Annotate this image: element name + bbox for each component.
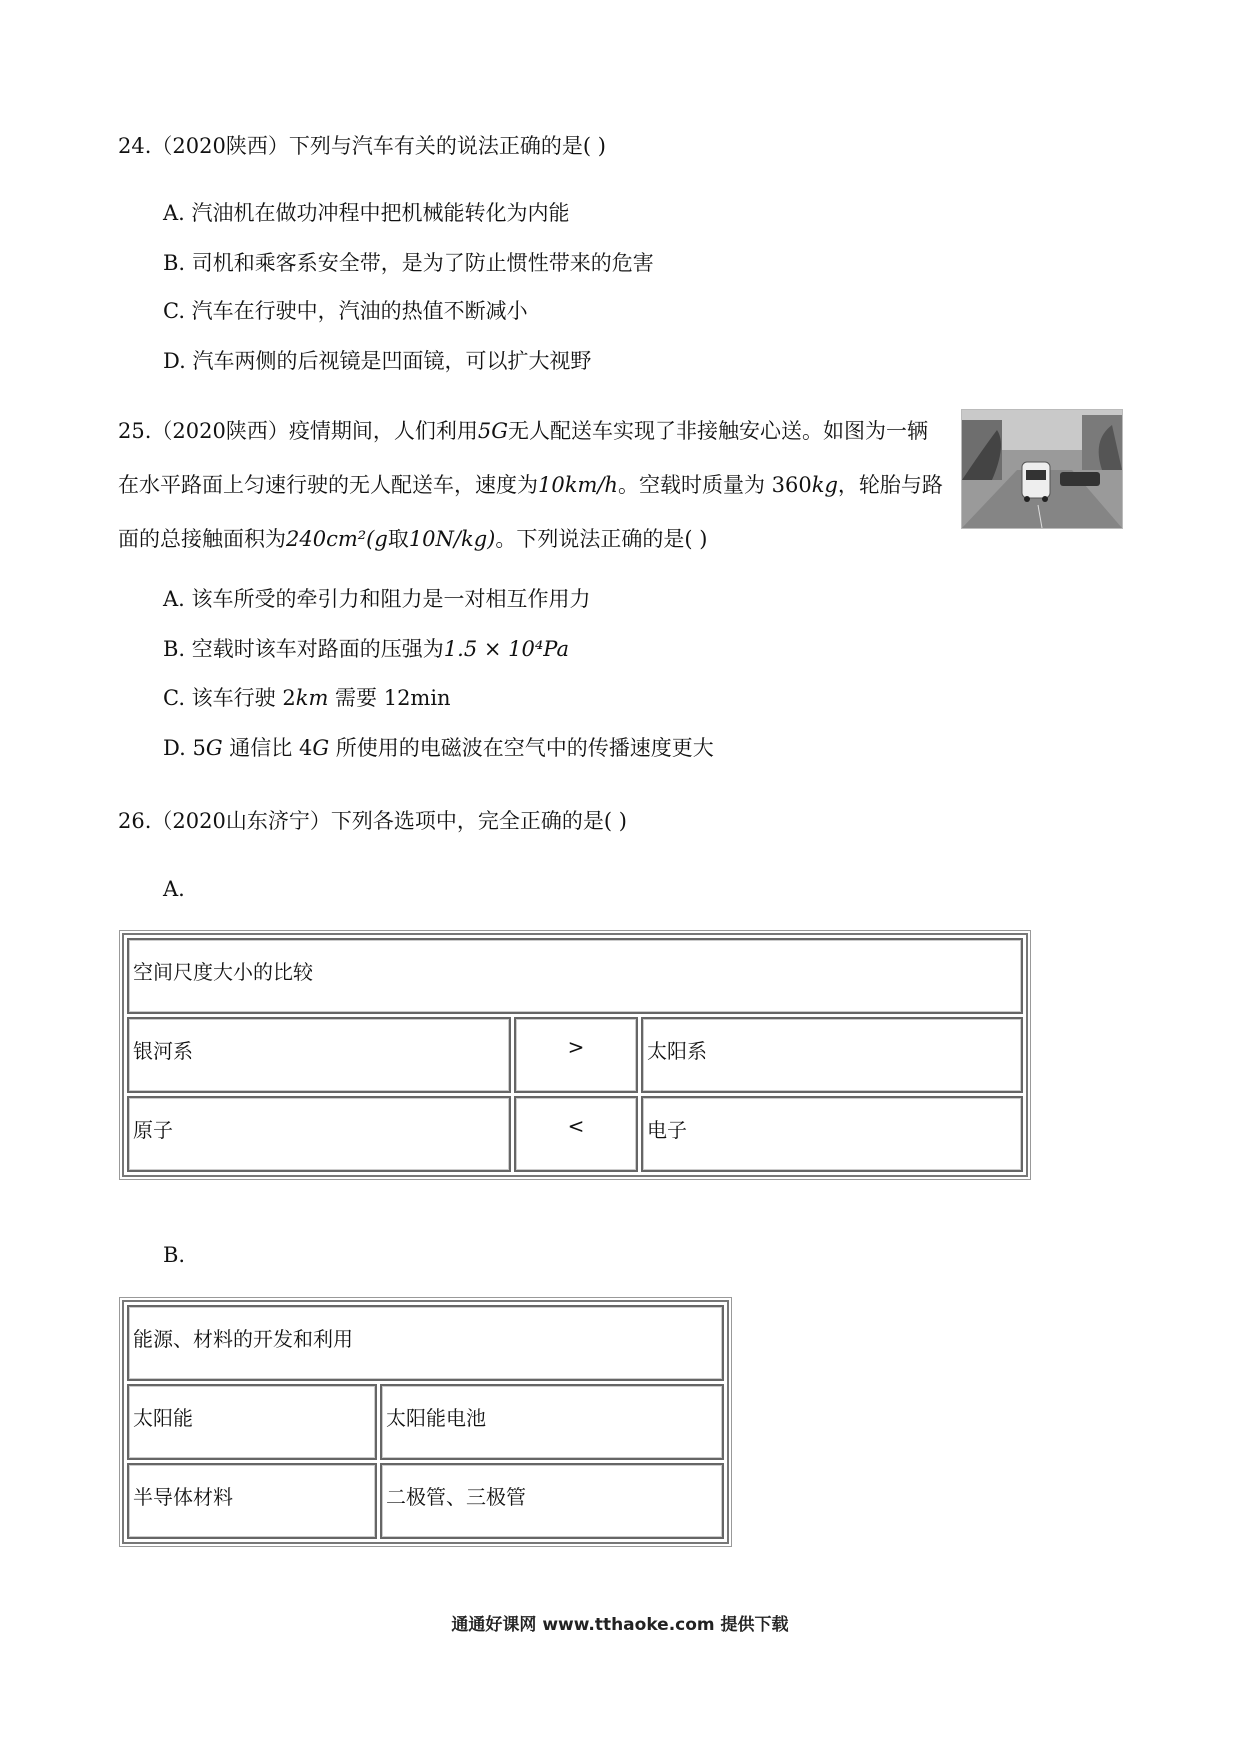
table-a-cell: 太阳系 bbox=[641, 1017, 1023, 1093]
table-option-a bbox=[122, 933, 1028, 1177]
table-b-cell: 太阳能 bbox=[127, 1384, 377, 1460]
question-24-option-c: C. 汽车在行驶中，汽油的热值不断减小 bbox=[163, 299, 528, 323]
question-24-stem: 24.（2020陕西）下列与汽车有关的说法正确的是( ) bbox=[118, 134, 606, 158]
question-25-option-d: D. 5G 通信比 4G 所使用的电磁波在空气中的传播速度更大 bbox=[163, 736, 714, 760]
question-24-option-d: D. 汽车两侧的后视镜是凹面镜，可以扩大视野 bbox=[163, 349, 592, 373]
question-25-option-a: A. 该车所受的牵引力和阻力是一对相互作用力 bbox=[163, 587, 591, 611]
question-24-option-a: A. 汽油机在做功冲程中把机械能转化为内能 bbox=[163, 201, 570, 225]
page-footer: 通通好课网 www.tthaoke.com 提供下载 bbox=[451, 1615, 789, 1635]
table-b-cell: 半导体材料 bbox=[127, 1463, 377, 1539]
question-25-option-b: B. 空载时该车对路面的压强为1.5 × 10⁴Pa bbox=[163, 637, 569, 661]
table-a-cell: 银河系 bbox=[127, 1017, 511, 1093]
table-b-cell: 二极管、三极管 bbox=[380, 1463, 724, 1539]
option-b-label: B. bbox=[163, 1243, 186, 1267]
question-25-stem: 25.（2020陕西）疫情期间，人们利用5G无人配送车实现了非接触安心送。如图为一辆在水平路面上匀速行驶的无人配送车，速度为10km/h。空载时质量为 360kg，轮胎与路面的总接触面积为240cm²(g取10N/kg)。下列说法正确的是( ) bbox=[118, 419, 943, 551]
table-b-title: 能源、材料的开发和利用 bbox=[127, 1305, 724, 1381]
delivery-vehicle-photo bbox=[961, 409, 1123, 529]
table-b-cell: 太阳能电池 bbox=[380, 1384, 724, 1460]
option-a-label: A. bbox=[163, 877, 185, 901]
table-a-cell: < bbox=[514, 1096, 638, 1172]
table-a-title: 空间尺度大小的比较 bbox=[127, 938, 1023, 1014]
table-a-cell: 电子 bbox=[641, 1096, 1023, 1172]
question-26-stem: 26.（2020山东济宁）下列各选项中，完全正确的是( ) bbox=[118, 809, 627, 833]
question-24-option-b: B. 司机和乘客系安全带，是为了防止惯性带来的危害 bbox=[163, 251, 654, 275]
table-option-b bbox=[122, 1300, 729, 1544]
question-25-option-c: C. 该车行驶 2km 需要 12min bbox=[163, 686, 451, 710]
table-a-cell: 原子 bbox=[127, 1096, 511, 1172]
table-a-cell: > bbox=[514, 1017, 638, 1093]
